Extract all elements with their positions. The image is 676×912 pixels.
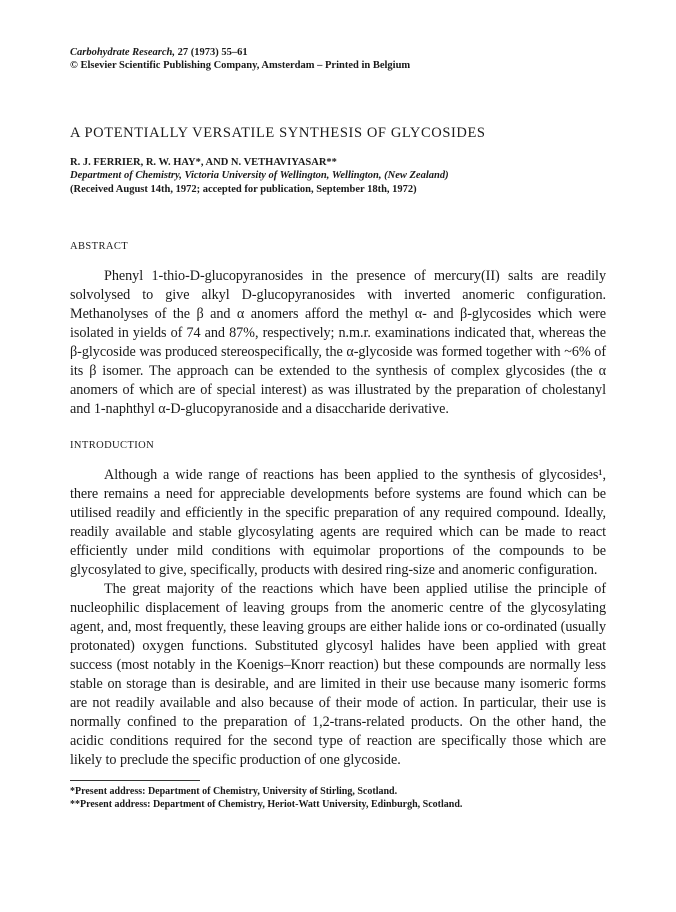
introduction-heading: INTRODUCTION	[70, 440, 155, 451]
abstract-text: Phenyl 1-thio-D-glucopyranosides in the presence of mercury(II) salts are readily solvolysed to give alkyl D-glucopyranosides with inverted anomeric configuration. Methanolyses of the β and α anomers afford the methyl α- and β-glycosides which were isolated in yields of 74 and 87%, respectively; n.m.r. examinations indicated that, whereas the β-glycoside was produced stereospecifically, the α-glycoside was formed together with ~6% of its β isomer. The approach can be extended to the synthesis of complex glycosides (the α anomers of which are of special interest) as was illustrated by the preparation of cholestanyl and 1-naphthyl α-D-glucopyranoside and a disaccharide derivative.	[70, 268, 606, 417]
footnote-2: **Present address: Department of Chemistry, Heriot-Watt University, Edinburgh, Scotland.	[70, 799, 463, 810]
article-title: A POTENTIALLY VERSATILE SYNTHESIS OF GLYCOSIDES	[70, 125, 486, 141]
authors-line: R. J. FERRIER, R. W. HAY*, AND N. VETHAVIYASAR**	[70, 157, 337, 168]
journal-reference: 27 (1973) 55–61	[175, 47, 248, 58]
journal-citation	[70, 46, 606, 59]
affiliation-line: Department of Chemistry, Victoria University of Wellington, Wellington, (New Zealand)	[70, 170, 449, 181]
paper-page	[70, 46, 606, 811]
received-line: (Received August 14th, 1972; accepted for publication, September 18th, 1972)	[70, 184, 417, 195]
introduction-paragraph-2: The great majority of the reactions which have been applied utilise the principle of nucleophilic displacement of leaving groups from the anomeric centre of the glycosylating agent, and, most frequently, these leaving groups are either halide ions or co-ordinated (usually protonated) oxygen functions. Substituted glycosyl halides have been applied with great success (most notably in the Koenigs–Knorr reaction) but these compounds are normally less stable on storage than is desirable, and are limited in their use because many isomeric forms are not readily available and also because of their mode of action. In particular, their use is normally confined to the preparation of 1,2-trans-related products. On the other hand, the acidic conditions required for the second type of reaction are specifically those which are likely to preclude the specific production of one glycoside.	[70, 581, 606, 768]
journal-name: Carbohydrate Research,	[70, 47, 175, 58]
introduction-paragraph-1: Although a wide range of reactions has been applied to the synthesis of glycosides¹, there remains a need for appreciable developments before systems are found which can be utilised readily and efficiently in the specific preparation of any required compound. Ideally, readily available and stable glycosylating agents are required which can be made to react efficiently under mild conditions with equimolar proportions of the compounds to be glycosylated to give, specifically, products with desired ring-size and anomeric configuration.	[70, 467, 606, 578]
footnote-1: *Present address: Department of Chemistry, University of Stirling, Scotland.	[70, 786, 398, 797]
publisher-line: © Elsevier Scientific Publishing Company, Amsterdam – Printed in Belgium	[70, 60, 411, 71]
footnote-divider	[70, 780, 200, 781]
abstract-heading: ABSTRACT	[70, 241, 129, 252]
footnotes	[70, 785, 606, 811]
journal-header	[70, 46, 606, 72]
